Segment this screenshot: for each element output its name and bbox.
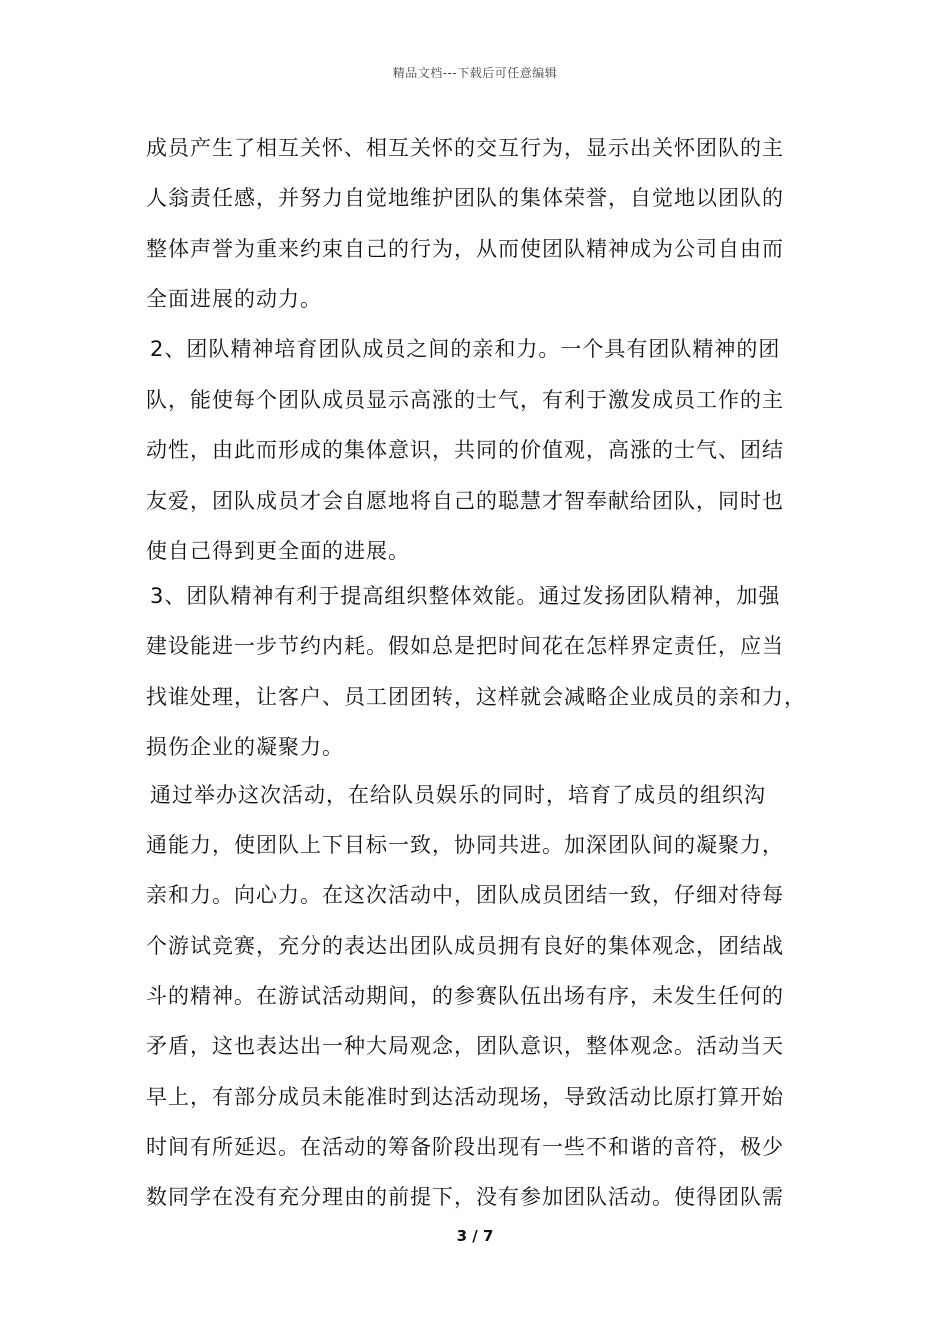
page-number: 3 / 7 (456, 1227, 494, 1245)
text-line: 找谁处理，让客户、员工团团转，这样就会减略企业成员的亲和力， (146, 685, 806, 709)
text-line: 亲和力。向心力。在这次活动中，团队成员团结一致，仔细对待每 (146, 883, 784, 907)
text-line: 斗的精神。在游试活动期间，的参赛队伍出场有序，未发生任何的 (146, 984, 784, 1008)
text-line: 3、团队精神有利于提高组织整体效能。通过发扬团队精神，加强 (150, 584, 781, 608)
text-line: 建设能进一步节约内耗。假如总是把时间花在怎样界定责任，应当 (146, 634, 784, 658)
text-line: 成员产生了相互关怀、相互关怀的交互行为，显示出关怀团队的主 (146, 136, 784, 160)
text-line: 通能力，使团队上下目标一致，协同共进。加深团队间的凝聚力， (146, 833, 784, 857)
text-line: 使自己得到更全面的进展。 (146, 539, 410, 563)
text-line: 早上，有部分成员未能准时到达活动现场，导致活动比原打算开始 (146, 1085, 784, 1109)
text-line: 队，能使每个团队成员显示高涨的士气，有利于激发成员工作的主 (146, 388, 784, 412)
text-line: 损伤企业的凝聚力。 (146, 735, 344, 759)
text-line: 数同学在没有充分理由的前提下，没有参加团队活动。使得团队需 (146, 1185, 784, 1209)
text-line: 2、团队精神培育团队成员之间的亲和力。一个具有团队精神的团 (150, 337, 781, 361)
text-line: 矛盾，这也表达出一种大局观念，团队意识，整体观念。活动当天 (146, 1034, 784, 1058)
text-line: 人翁责任感，并努力自觉地维护团队的集体荣誉，自觉地以团队的 (146, 186, 784, 210)
text-line: 动性，由此而形成的集体意识，共同的价值观，高涨的士气、团结 (146, 438, 784, 462)
text-line: 友爱，团队成员才会自愿地将自己的聪慧才智奉献给团队，同时也 (146, 489, 784, 513)
page-header: 精品文档---下载后可任意编辑 (392, 66, 558, 80)
text-line: 通过举办这次活动，在给队员娱乐的同时，培育了成员的组织沟 (150, 783, 766, 807)
text-line: 全面进展的动力。 (146, 287, 322, 311)
text-line: 个游试竞赛，充分的表达出团队成员拥有良好的集体观念，团结战 (146, 934, 784, 958)
text-line: 整体声誉为重来约束自己的行为，从而使团队精神成为公司自由而 (146, 237, 784, 261)
text-line: 时间有所延迟。在活动的筹备阶段出现有一些不和谐的音符，极少 (146, 1135, 784, 1159)
